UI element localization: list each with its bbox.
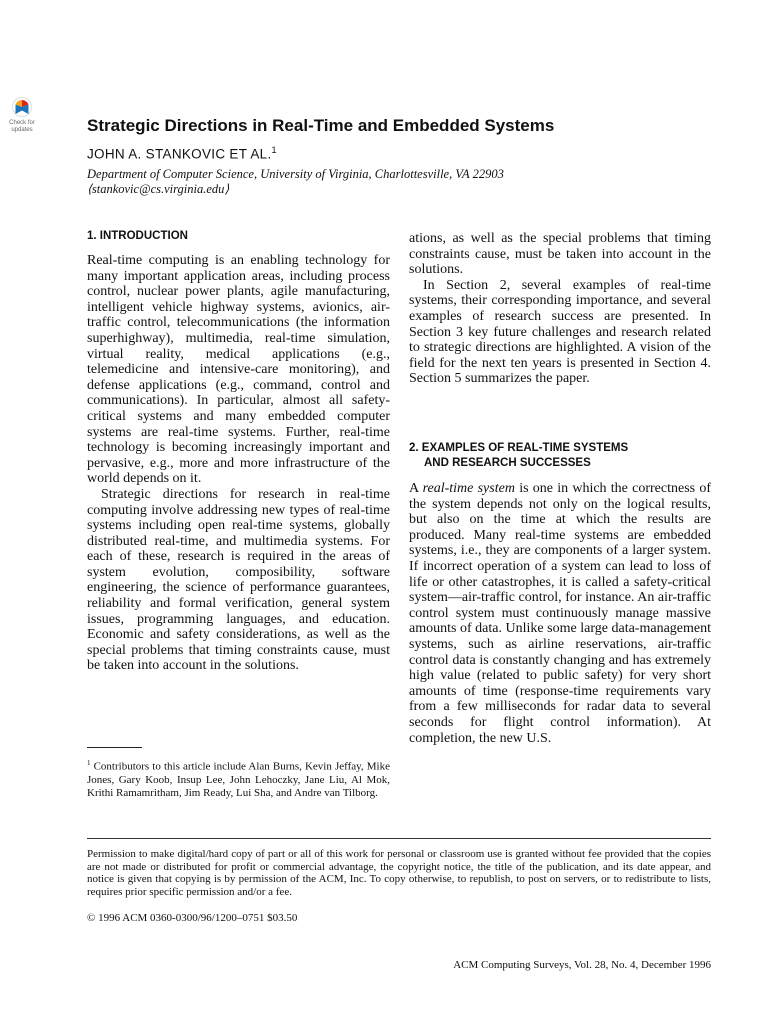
author-email: ⟨stankovic@cs.virginia.edu⟩ <box>87 182 230 196</box>
footnote-divider <box>87 747 142 748</box>
right-column <box>409 231 711 387</box>
running-footer: ACM Computing Surveys, Vol. 28, No. 4, December 1996 <box>453 959 711 971</box>
permission-divider <box>87 838 711 839</box>
section-2-heading <box>409 441 719 471</box>
section-1-heading: 1. INTRODUCTION <box>87 230 188 242</box>
left-column <box>87 253 390 731</box>
section-2-heading-line-2: AND RESEARCH SUCCESSES <box>424 457 591 469</box>
examples-p1-lead: A <box>409 481 423 496</box>
permission-notice: Permission to make digital/hard copy of part or all of this work for personal or classroom use is granted without fee provided that the copies are not made or distributed for profit or commercial advantage, the copyright notice, the title of the publication, and its date appear, and notice is given that copying is by permission of the ACM, Inc. To copy otherwise, to republish, to post on servers, or to redistribute to lists, requires prior specific permission and/or a fee. <box>87 848 711 898</box>
section-2-heading-line-1: 2. EXAMPLES OF REAL-TIME SYSTEMS <box>409 442 629 454</box>
copyright-line: © 1996 ACM 0360-0300/96/1200–0751 $03.50 <box>87 912 298 924</box>
right-column-section-2 <box>409 481 711 746</box>
term-real-time-system: real-time system <box>422 481 515 496</box>
author-footnote-mark: 1 <box>271 145 277 155</box>
intro-paragraph-1: Real-time computing is an enabling technology for many important application areas, including process control, nuclear power plants, agile manufacturing, intelligent vehicle highway systems, avionics, air-traffic control, telecommunications (the information superhighway), multimedia, real-time simulation, virtual reality, medical applications (e.g., telemedicine and intensive-care monitoring), and defense applications (e.g., command, control and communications). In particular, almost all safety-critical systems and many embedded computer systems are real-time systems. Further, real-time technology is becoming increasingly important and pervasive, e.g., more and more infrastructure of the world depends on it. <box>87 253 390 487</box>
author-names: JOHN A. STANKOVIC ET AL. <box>87 146 272 162</box>
paper-title: Strategic Directions in Real-Time and Embedded Systems <box>87 116 555 135</box>
footnote-text: Contributors to this article include Alan Burns, Kevin Jeffay, Mike Jones, Gary Koob, Insup Lee, John Lehoczky, Jane Liu, Al Mok, Krithi Ramamritham, Jim Ready, Lui Sha, and Andre van Tilborg. <box>87 760 390 799</box>
affiliation: Department of Computer Science, University of Virginia, Charlottesville, VA 22903 <box>87 167 504 181</box>
affiliation-block <box>87 167 727 197</box>
check-for-updates-label: Check for updates <box>9 120 35 133</box>
intro-paragraph-3: In Section 2, several examples of real-time systems, their corresponding importance, and several examples of research success are presented. In Section 3 key future challenges and research related to strategic directions are highlighted. A vision of the field for the next ten years is presented in Section 4. Section 5 summarizes the paper. <box>409 277 711 387</box>
footnote <box>87 757 390 800</box>
footnote-mark: 1 <box>87 759 91 767</box>
authors <box>87 142 277 163</box>
intro-paragraph-2-continuation: ations, as well as the special problems that timing constraints cause, must be taken into account in the solutions. <box>409 231 711 278</box>
intro-paragraph-2: Strategic directions for research in real-time computing involve addressing new types of real-time systems including open real-time systems, globally distributed real-time, and multimedia systems. For each of these, research is required in the areas of system evolution, composibility, software engineering, the science of performance guarantees, reliability and formal verification, general system issues, programming languages, and education. Economic and safety considerations, as well as the special problems that timing constraints cause, must be taken into account in the solutions. <box>87 486 390 674</box>
crossmark-icon <box>12 97 32 117</box>
examples-p1-body: is one in which the correctness of the system depends not only on the logical results, but also on the time at which the results are produced. Many real-time systems are embedded systems, i.e., they are components of a larger system. If incorrect operation of a system can lead to loss of life or other catastrophes, it is called a safety-critical system—air-traffic control, for instance. An air-traffic control system must continuously manage massive amounts of data. Unlike some large data-management systems, such as airline reservations, air-traffic control data is constantly changing and has extremely high value (related to public safety) for very short amounts of time (response-time requirements vary from a few milliseconds for radar data to several seconds for flight control information). At completion, the new U.S. <box>409 481 712 746</box>
examples-paragraph-1 <box>409 481 711 746</box>
check-for-updates-badge[interactable] <box>5 97 39 141</box>
